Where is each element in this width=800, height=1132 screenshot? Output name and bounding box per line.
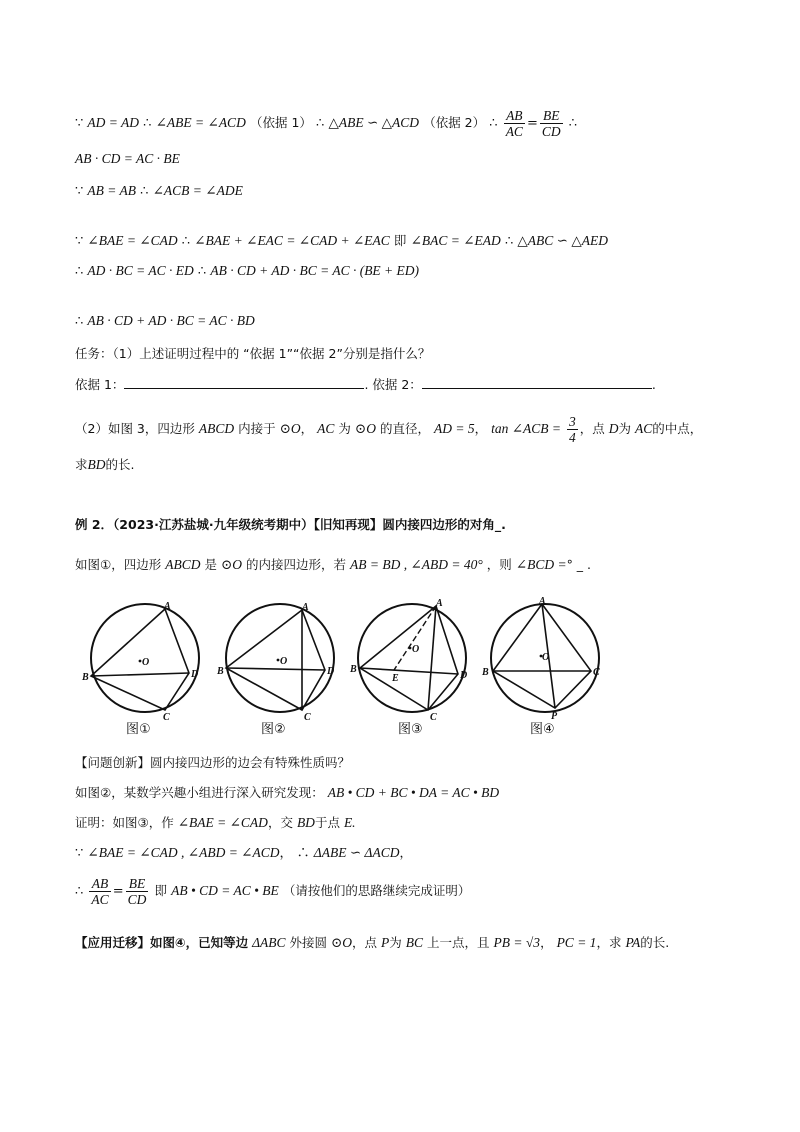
svg-text:D: D xyxy=(460,670,468,681)
angle-equality: ∠ABE = ∠ACD xyxy=(155,115,246,130)
proof-line-1: ∵ AD = AD ∴ ∠ABE = ∠ACD （依据 1） ∴ △ABE ∽ △ACD （依据 2） ∴ $\frac{AB}{AC}$ = $\frac{BE}{CD}$ ∴ xyxy=(75,108,578,139)
svg-text:B: B xyxy=(82,672,89,683)
basis-2-label: （依据 2） xyxy=(423,115,486,130)
therefore-symbol: ∴ xyxy=(143,116,152,131)
proof-line-5: ∴ AD · BC = AC · ED ∴ AB · CD + AD · BC = AC · (BE + ED) xyxy=(75,263,420,279)
arc-equality: AD = AD xyxy=(87,115,140,130)
proof-line-2: AB · CD = AC · BE xyxy=(75,151,180,166)
svg-text:O: O xyxy=(142,657,150,668)
proof-line-3: ∵ AB = AB ∴ ∠ACB = ∠ADE xyxy=(75,183,243,199)
svg-text:A: A xyxy=(164,601,171,612)
figure-4-caption: 图④ xyxy=(530,722,555,737)
svg-text:B: B xyxy=(482,667,489,678)
figure-1-caption: 图① xyxy=(126,722,151,737)
therefore-symbol: ∴ xyxy=(316,116,325,131)
ratio-right: $\frac{BE}{CD}$ xyxy=(541,108,561,139)
proof-line-4: ∵ ∠BAE = ∠CAD ∴ ∠BAE + ∠EAC = ∠CAD + ∠EAC 即 ∠BAC = ∠EAD ∴ △ABC ∽ △AED xyxy=(75,233,608,249)
answer-blank-1[interactable] xyxy=(124,376,364,389)
task-question-2-end: 求BD的长. xyxy=(75,457,135,472)
therefore-symbol: ∴ xyxy=(489,116,498,131)
svg-text:A: A xyxy=(436,598,443,609)
innovation-proof-start: 证明：如图③，作 ∠BAE = ∠CAD，交 BD于点 E. xyxy=(75,815,356,830)
svg-text:O: O xyxy=(412,644,420,655)
task-question-2: （2）如图 3，四边形 ABCD 内接于 ⊙O， AC 为 ⊙O 的直径， AD = 5， tan ∠ACB = $\frac{3}{4}$ ，点 D为 AC的中点， xyxy=(75,414,703,445)
svg-text:C: C xyxy=(163,712,170,723)
figure-2-diagram xyxy=(217,598,340,723)
svg-text:O: O xyxy=(280,656,288,667)
application-question: 【应用迁移】如图④，已知等边 ΔABC 外接圆 ⊙O，点 P为 BC 上一点，且 PB = √3， PC = 1，求 PA的长. xyxy=(75,935,670,950)
innovation-title: 【问题创新】圆内接四边形的边会有特殊性质吗？ xyxy=(75,755,351,770)
figure-1-diagram xyxy=(82,598,205,723)
innovation-proof-line-3: ∴ $\frac{AB}{AC}$ = $\frac{BE}{CD}$ 即 AB • CD = AC • BE （请按他们的思路继续完成证明） xyxy=(75,876,471,907)
svg-text:D: D xyxy=(191,669,199,680)
svg-text:E: E xyxy=(392,673,399,684)
svg-text:A: A xyxy=(302,602,309,613)
continue-hint: （请按他们的思路继续完成证明） xyxy=(282,883,471,898)
since-symbol: ∵ xyxy=(75,116,84,131)
innovation-statement: 如图②，某数学兴趣小组进行深入研究发现： AB • CD + BC • DA = AC • BD xyxy=(75,785,500,800)
svg-text:B: B xyxy=(350,664,357,675)
svg-text:B: B xyxy=(217,666,224,677)
svg-text:C: C xyxy=(304,712,311,723)
svg-text:C: C xyxy=(593,667,600,678)
task-answer-line: 依据 1： . 依据 2： . xyxy=(75,377,656,392)
figure-2-caption: 图② xyxy=(261,722,286,737)
svg-text:P: P xyxy=(551,711,558,722)
therefore-symbol: ∴ xyxy=(568,116,578,131)
innovation-proof-line-2: ∵ ∠BAE = ∠CAD , ∠ABD = ∠ACD， ∴ ΔABE ∽ ΔACD， xyxy=(75,845,412,861)
ratio-left: $\frac{AB}{AC}$ xyxy=(505,108,523,139)
example-2-title: 例 2．（2023·江苏盐城·九年级统考期中）【旧知再现】圆内接四边形的对角_. xyxy=(75,517,506,532)
svg-text:C: C xyxy=(430,712,437,723)
answer-blank-2[interactable] xyxy=(422,376,652,389)
svg-text:O: O xyxy=(542,652,550,663)
figure-3-caption: 图③ xyxy=(398,722,423,737)
task-question-1: 任务：（1）上述证明过程中的 “依据 1”“依据 2”分别是指什么？ xyxy=(75,346,431,361)
figure-3-diagram xyxy=(350,598,472,723)
figure-4-diagram xyxy=(482,596,605,722)
similar-statement: △ABE ∽ △ACD xyxy=(328,115,420,130)
example-2-question: 如图①，四边形 ABCD 是 ⊙O 的内接四边形，若 AB = BD , ∠ABD = 40° ，则 ∠BCD =° _ . xyxy=(75,557,591,572)
svg-text:D: D xyxy=(327,666,335,677)
svg-text:A: A xyxy=(539,596,546,607)
basis-1-label: （依据 1） xyxy=(249,115,312,130)
proof-line-6: ∴ AB · CD + AD · BC = AC · BD xyxy=(75,313,255,329)
